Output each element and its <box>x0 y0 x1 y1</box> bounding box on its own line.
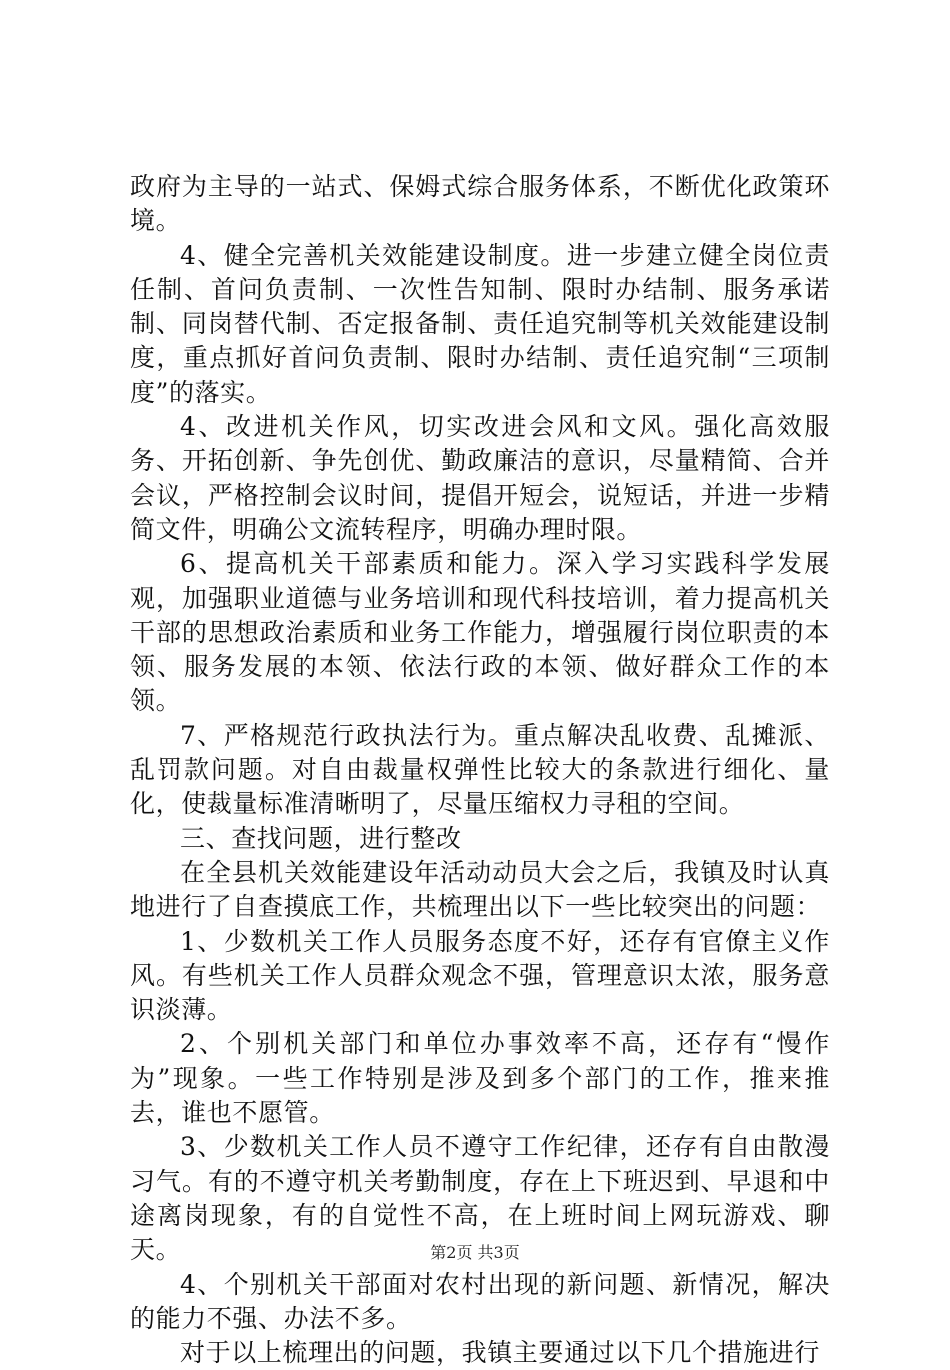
paragraph-4: 6、提高机关干部素质和能力。深入学习实践科学发展观，加强职业道德与业务培训和现代科技培训，着力提高机关干部的思想政治素质和业务工作能力，增强履行岗位职责的本领、服务发展的本领、依法行政的本领、做好群众工作的本领。 <box>130 549 830 716</box>
page-footer: 第2页 共3页 <box>430 1243 520 1262</box>
paragraph-6: 在全县机关效能建设年活动动员大会之后，我镇及时认真地进行了自查摸底工作，共梳理出以下一些比较突出的问题： <box>130 857 830 922</box>
section-heading: 三、查找问题，进行整改 <box>180 823 462 853</box>
paragraph-8: 2、个别机关部门和单位办事效率不高，还存有“慢作为”现象。一些工作特别是涉及到多个部门的工作，推来推去，谁也不愿管。 <box>130 1029 830 1128</box>
paragraph-2: 4、健全完善机关效能建设制度。进一步建立健全岗位责任制、首问负责制、一次性告知制、限时办结制、服务承诺制、同岗替代制、否定报备制、责任追究制等机关效能建设制度，重点抓好首问负责制、限时办结制、责任追究制“三项制度”的落实。 <box>130 240 830 407</box>
paragraph-1: 政府为主导的一站式、保姆式综合服务体系，不断优化政策环境。 <box>130 172 830 236</box>
paragraph-9: 3、少数机关工作人员不遵守工作纪律，还存有自由散漫习气。有的不遵守机关考勤制度，存在上下班迟到、早退和中途离岗现象，有的自觉性不高，在上班时间上网玩游戏、聊天。 <box>130 1132 830 1265</box>
paragraph-5: 7、严格规范行政执法行为。重点解决乱收费、乱摊派、乱罚款问题。对自由裁量权弹性比较大的条款进行细化、量化，使裁量标准清晰明了，尽量压缩权力寻租的空间。 <box>130 720 830 819</box>
paragraph-10: 4、个别机关干部面对农村出现的新问题、新情况，解决的能力不强、办法不多。 <box>130 1269 830 1333</box>
paragraph-7: 1、少数机关工作人员服务态度不好，还存有官僚主义作风。有些机关工作人员群众观念不强，管理意识太浓，服务意识淡薄。 <box>130 926 830 1025</box>
paragraph-11: 对于以上梳理出的问题，我镇主要通过以下几个措施进行 <box>180 1338 821 1368</box>
document-body <box>130 170 830 1370</box>
paragraph-3: 4、改进机关作风，切实改进会风和文风。强化高效服务、开拓创新、争先创优、勤政廉洁的意识，尽量精简、合并会议，严格控制会议时间，提倡开短会，说短话，并进一步精简文件，明确公文流转程序，明确办理时限。 <box>130 412 830 544</box>
